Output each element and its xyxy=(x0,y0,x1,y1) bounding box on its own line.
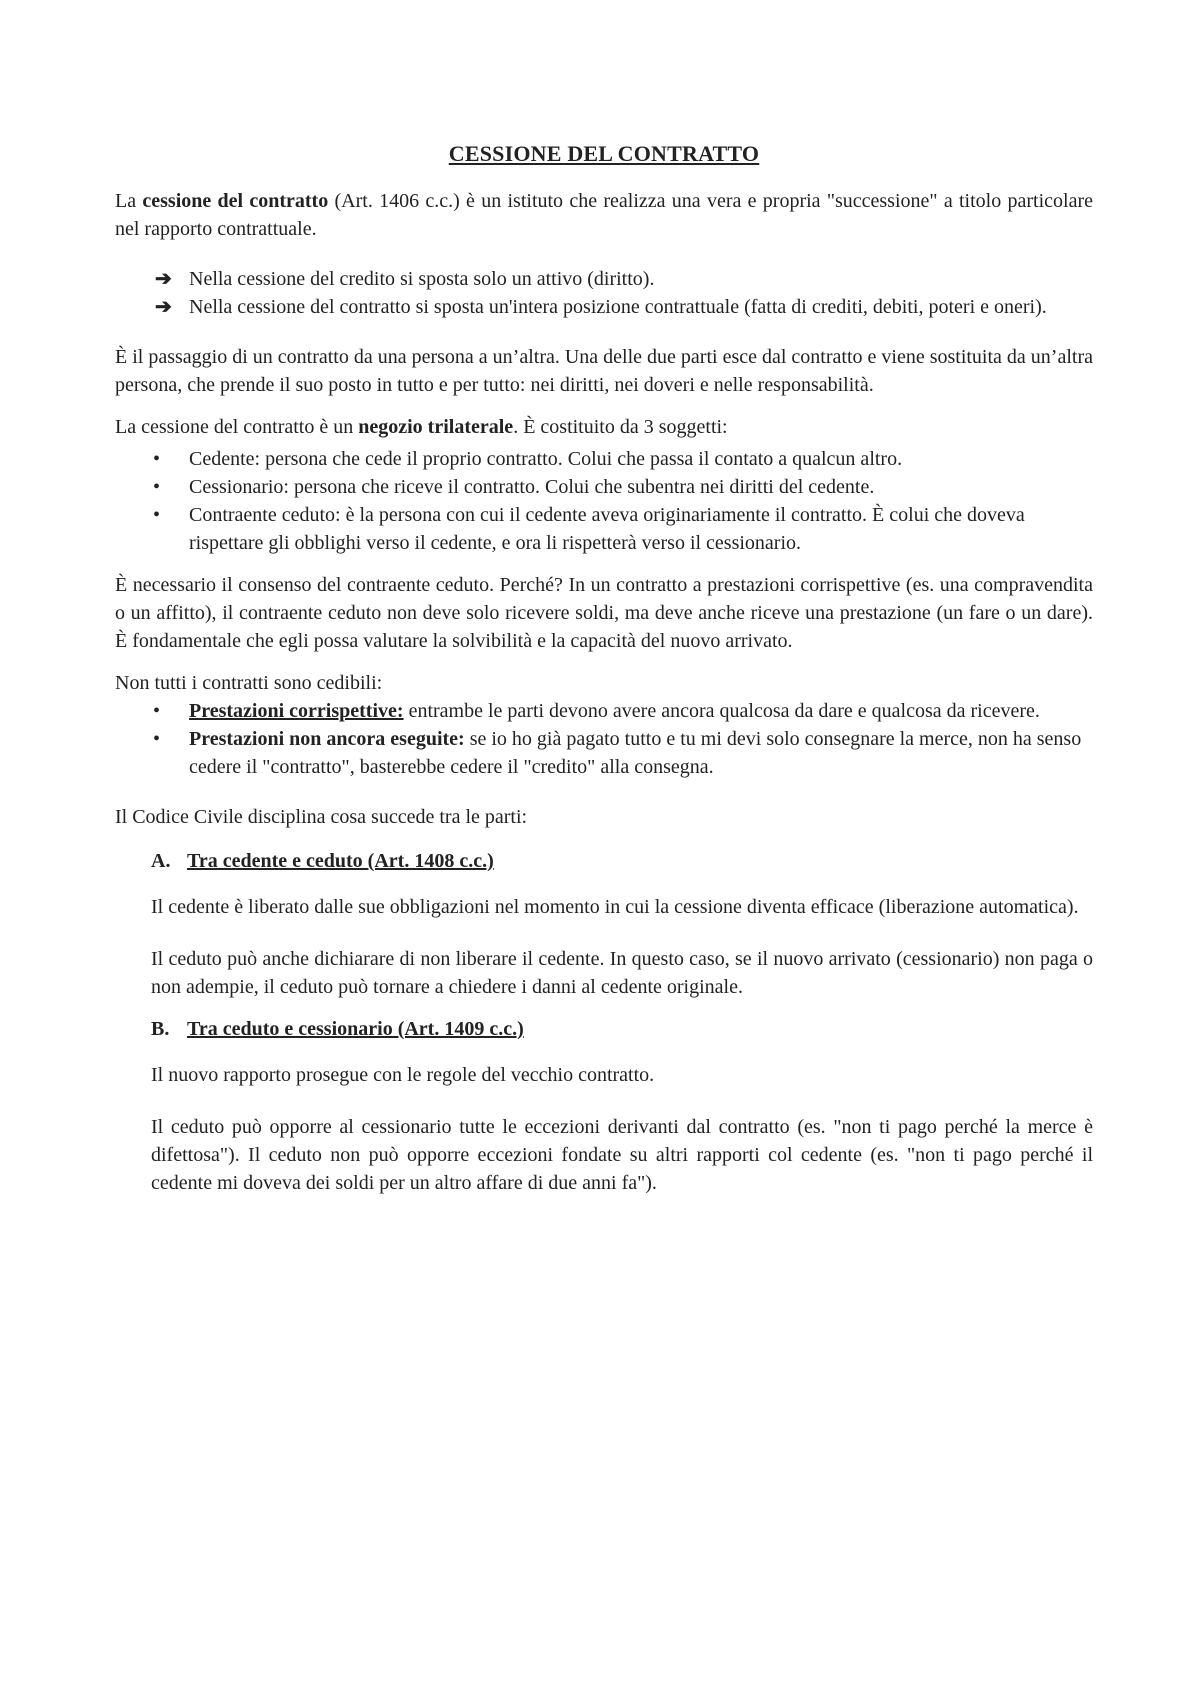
list-item-text: Contraente ceduto: è la persona con cui il cedente aveva originariamente il contratto. È colui che doveva rispettare gli obblighi verso il cedente, e ora li rispetterà verso il cessionario. xyxy=(189,504,1025,554)
trilaterale-bold-term: negozio trilaterale xyxy=(358,416,514,438)
list-item xyxy=(115,501,1093,557)
section-a-heading xyxy=(151,847,1093,875)
trilaterale-text-rest: . È costituito da 3 soggetti: xyxy=(513,416,728,438)
list-item-bold-term: Prestazioni non ancora eseguite: xyxy=(189,728,465,750)
intro-text: La xyxy=(115,190,143,212)
intro-text-rest: (Art. 1406 c.c.) è un istituto che realizza una vera e propria "successione" a titolo particolare nel rapporto contrattuale. xyxy=(115,190,1093,240)
section-b-paragraph-2: Il ceduto può opporre al cessionario tutte le eccezioni derivanti dal contratto (es. "non ti pago perché la merce è difettosa"). Il ceduto non può opporre eccezioni fondate su altri rapporti col cedente (es. "non ti pago perché il cedente mi doveva dei soldi per un altro affare di due anni fa"). xyxy=(151,1116,1093,1194)
list-item-text: Cessionario: persona che riceve il contratto. Colui che subentra nei diritti del cedente. xyxy=(189,476,875,498)
list-item xyxy=(115,725,1093,781)
non-cedibili-paragraph: Non tutti i contratti sono cedibili: xyxy=(115,672,383,694)
page-title: CESSIONE DEL CONTRATTO xyxy=(448,141,760,166)
arrow-right-icon: ➔ xyxy=(155,296,172,318)
section-a-title: Tra cedente e ceduto (Art. 1408 c.c.) xyxy=(187,850,494,872)
section-a-letter: A. xyxy=(151,850,171,872)
arrow-list-item xyxy=(115,293,1093,321)
list-item xyxy=(115,445,1093,473)
bullet-icon: • xyxy=(153,448,161,470)
soggetti-list xyxy=(115,445,1093,557)
list-item-text: se io ho già pagato tutto e tu mi devi solo consegnare la merce, non ha senso cedere il "contratto", basterebbe cedere il "credito" alla consegna. xyxy=(189,728,1082,778)
codice-paragraph: Il Codice Civile disciplina cosa succede tra le parti: xyxy=(115,806,528,828)
section-a-paragraph-1: Il cedente è liberato dalle sue obbligazioni nel momento in cui la cessione diventa efficace (liberazione automatica). xyxy=(151,896,1079,918)
list-item-bold-term: Prestazioni corrispettive: xyxy=(189,700,404,722)
list-item xyxy=(115,697,1093,725)
section-b-paragraph-1: Il nuovo rapporto prosegue con le regole del vecchio contratto. xyxy=(151,1064,655,1086)
cedibili-list xyxy=(115,697,1093,781)
section-a-paragraph-2: Il ceduto può anche dichiarare di non liberare il cedente. In questo caso, se il nuovo arrivato (cessionario) non paga o non adempie, il ceduto può tornare a chiedere i danni al cedente originale. xyxy=(151,948,1093,998)
bullet-icon: • xyxy=(153,700,161,722)
trilaterale-paragraph xyxy=(115,413,1093,441)
document-page xyxy=(115,140,1093,1221)
section-b-title: Tra ceduto e cessionario (Art. 1409 c.c.) xyxy=(187,1018,524,1040)
list-item-text: entrambe le parti devono avere ancora qualcosa da dare e qualcosa da ricevere. xyxy=(403,700,1040,722)
arrow-item-text: Nella cessione del contratto si sposta un'intera posizione contrattuale (fatta di crediti, debiti, poteri e oneri). xyxy=(189,296,1047,318)
arrow-list-item xyxy=(115,265,1093,293)
bullet-icon: • xyxy=(153,728,161,750)
list-item-text: Cedente: persona che cede il proprio contratto. Colui che passa il contato a qualcun altro. xyxy=(189,448,903,470)
consenso-paragraph: È necessario il consenso del contraente ceduto. Perché? In un contratto a prestazioni corrispettive (es. una compravendita o un affitto), il contraente ceduto non deve solo ricevere soldi, ma deve anche riceve una prestazione (un fare o un dare). È fondamentale che egli possa valutare la solvibilità e la capacità del nuovo arrivato. xyxy=(115,574,1093,652)
intro-paragraph xyxy=(115,187,1093,243)
intro-bold-term: cessione del contratto xyxy=(142,190,329,212)
list-item xyxy=(115,473,1093,501)
bullet-icon: • xyxy=(153,476,161,498)
arrow-item-text: Nella cessione del credito si sposta solo un attivo (diritto). xyxy=(189,268,655,290)
bullet-icon: • xyxy=(153,504,161,526)
trilaterale-text: La cessione del contratto è un xyxy=(115,416,359,438)
arrow-list xyxy=(115,265,1093,321)
section-b-heading xyxy=(151,1015,1093,1043)
section-b-letter: B. xyxy=(151,1018,170,1040)
passaggio-paragraph: È il passaggio di un contratto da una persona a un’altra. Una delle due parti esce dal contratto e viene sostituita da un’altra persona, che prende il suo posto in tutto e per tutto: nei diritti, nei doveri e nelle responsabilità. xyxy=(115,346,1093,396)
arrow-right-icon: ➔ xyxy=(155,268,172,290)
